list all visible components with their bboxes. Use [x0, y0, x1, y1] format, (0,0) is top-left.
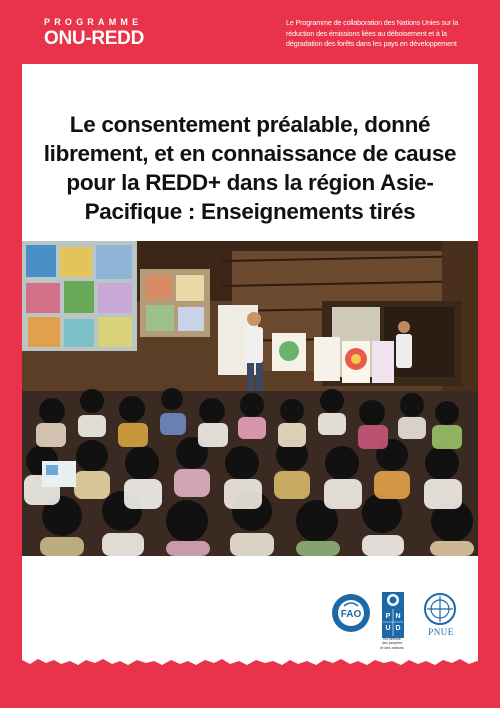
cover-photo [22, 241, 478, 556]
undp-logo-icon [382, 592, 404, 638]
pnud-caption: Au service des peuples et des nations [380, 637, 404, 650]
pnud-letter: N [395, 613, 401, 620]
document-title: Le consentement préalable, donné librement, et en connaissance de cause pour la REDD+ dans la région Asie-Pacifique : Enseignements tirés [43, 112, 457, 224]
torn-edge [0, 652, 500, 672]
footer-band [0, 668, 500, 708]
pnud-letter: D [395, 625, 401, 632]
programme-tagline: Le Programme de collaboration des Nations Unies sur la réduction des émissions liées au déboisement et à la dégradation des forêts dans les pays en développement [286, 18, 459, 48]
pnue-label: PNUE [428, 627, 454, 637]
unep-logo-icon [421, 592, 459, 626]
onu-redd-logo [44, 17, 144, 49]
fao-emblem-icon [330, 592, 372, 634]
pnud-letter: U [385, 625, 391, 632]
svg-text:FAO: FAO [340, 609, 362, 620]
left-border [0, 0, 22, 708]
pnud-letter: P [385, 613, 391, 620]
brand-name: ONU-REDD [44, 28, 144, 49]
programme-label: PROGRAMME [44, 17, 143, 27]
right-border [478, 0, 500, 708]
